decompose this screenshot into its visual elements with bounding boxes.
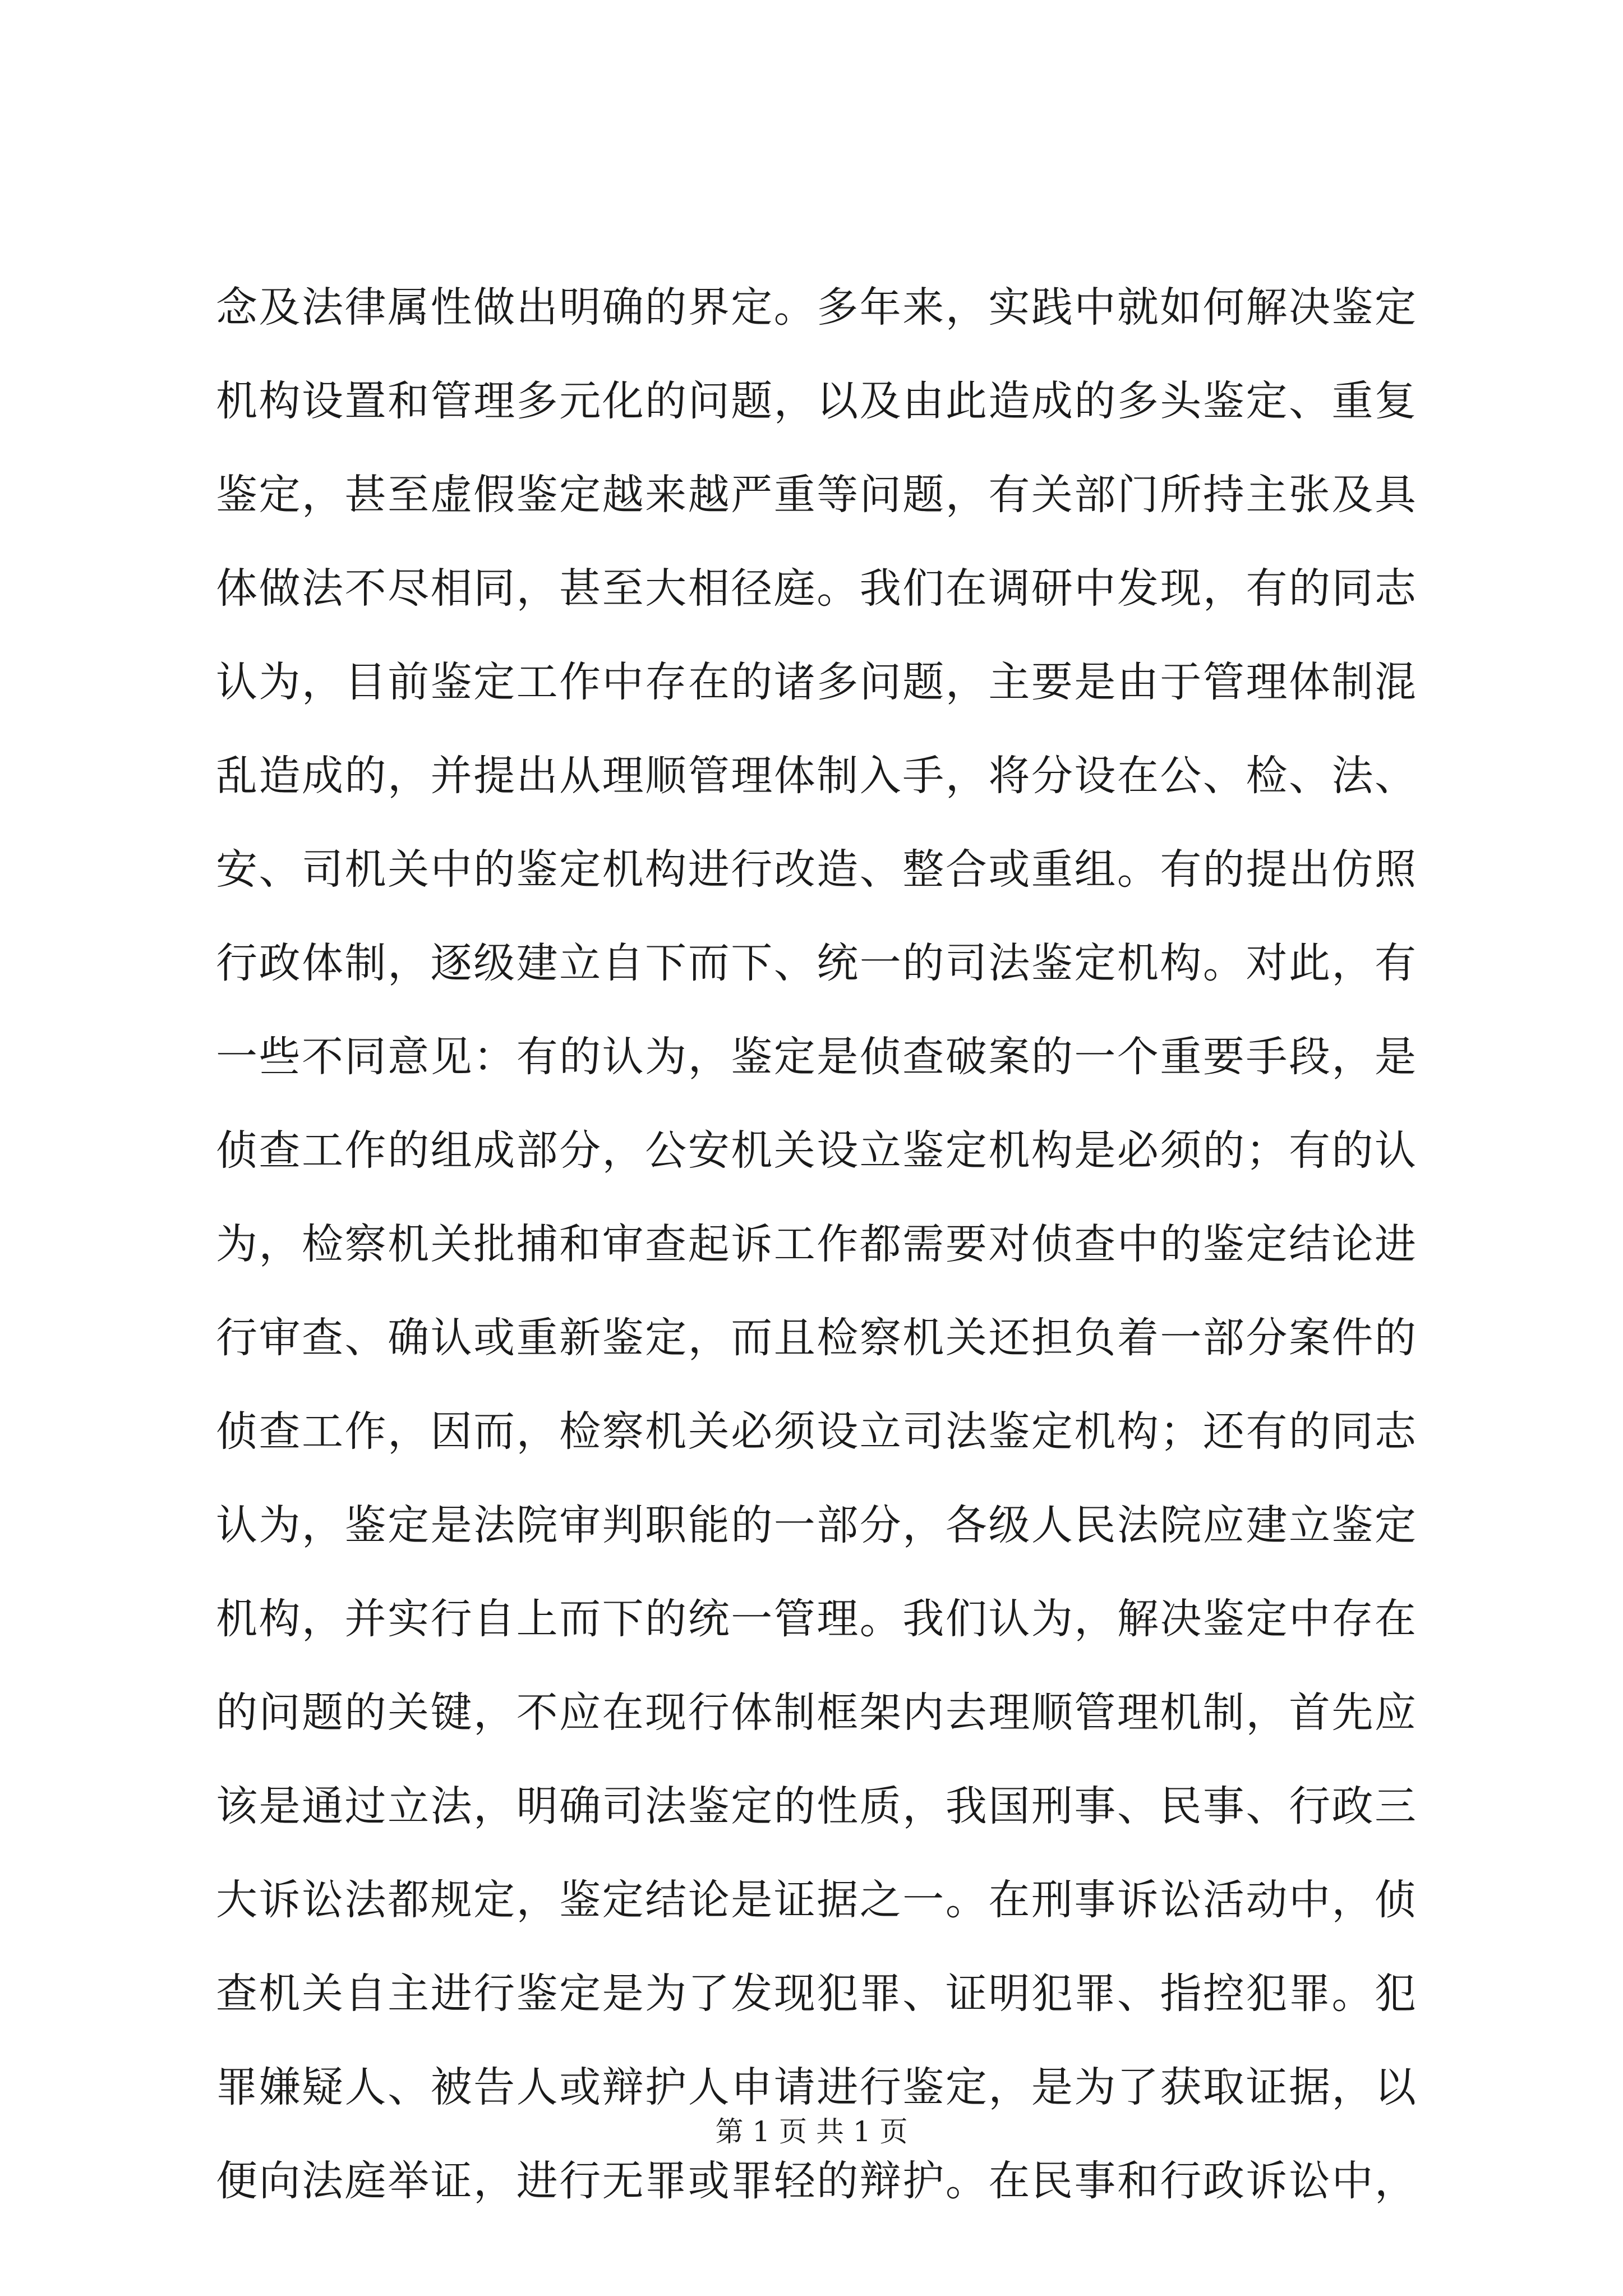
text-line-14: 认为，鉴定是法院审判职能的一部分，各级人民法院应建立鉴定 [216, 1501, 1416, 1549]
text-line-7: 安、司机关中的鉴定机构进行改造、整合或重组。有的提出仿照 [216, 845, 1416, 894]
text-line-3: 鉴定，甚至虚假鉴定越来越严重等问题，有关部门所持主张及具 [216, 471, 1416, 519]
text-line-16: 的问题的关键，不应在现行体制框架内去理顺管理机制，首先应 [216, 1688, 1416, 1737]
body-paragraph [216, 261, 1416, 2228]
text-line-9: 一些不同意见：有的认为，鉴定是侦查破案的一个重要手段，是 [216, 1033, 1416, 1081]
text-line-15: 机构，并实行自上而下的统一管理。我们认为，解决鉴定中存在 [216, 1595, 1416, 1643]
text-line-2: 机构设置和管理多元化的问题，以及由此造成的多头鉴定、重复 [216, 377, 1416, 425]
text-line-8: 行政体制，逐级建立自下而下、统一的司法鉴定机构。对此，有 [216, 939, 1416, 987]
text-line-10: 侦查工作的组成部分，公安机关设立鉴定机构是必须的；有的认 [216, 1126, 1416, 1175]
text-line-6: 乱造成的，并提出从理顺管理体制入手，将分设在公、检、法、 [216, 752, 1416, 800]
text-line-20: 罪嫌疑人、被告人或辩护人申请进行鉴定，是为了获取证据，以 [216, 2063, 1416, 2111]
text-line-1: 念及法律属性做出明确的界定。多年来，实践中就如何解决鉴定 [216, 283, 1416, 332]
text-line-5: 认为，目前鉴定工作中存在的诸多问题，主要是由于管理体制混 [216, 658, 1416, 706]
text-line-21: 便向法庭举证，进行无罪或罪轻的辩护。在民事和行政诉讼中， [216, 2157, 1416, 2205]
text-line-13: 侦查工作，因而，检察机关必须设立司法鉴定机构；还有的同志 [216, 1407, 1416, 1456]
text-line-19: 查机关自主进行鉴定是为了发现犯罪、证明犯罪、指控犯罪。犯 [216, 1970, 1416, 2018]
text-line-18: 大诉讼法都规定，鉴定结论是证据之一。在刑事诉讼活动中，侦 [216, 1876, 1416, 1924]
text-line-17: 该是通过立法，明确司法鉴定的性质，我国刑事、民事、行政三 [216, 1782, 1416, 1830]
text-line-4: 体做法不尽相同，甚至大相径庭。我们在调研中发现，有的同志 [216, 564, 1416, 613]
page-number: 第 1 页 共 1 页 [715, 2115, 908, 2148]
text-line-12: 行审查、确认或重新鉴定，而且检察机关还担负着一部分案件的 [216, 1314, 1416, 1362]
page-footer [0, 2112, 1623, 2151]
text-line-11: 为，检察机关批捕和审查起诉工作都需要对侦查中的鉴定结论进 [216, 1220, 1416, 1268]
